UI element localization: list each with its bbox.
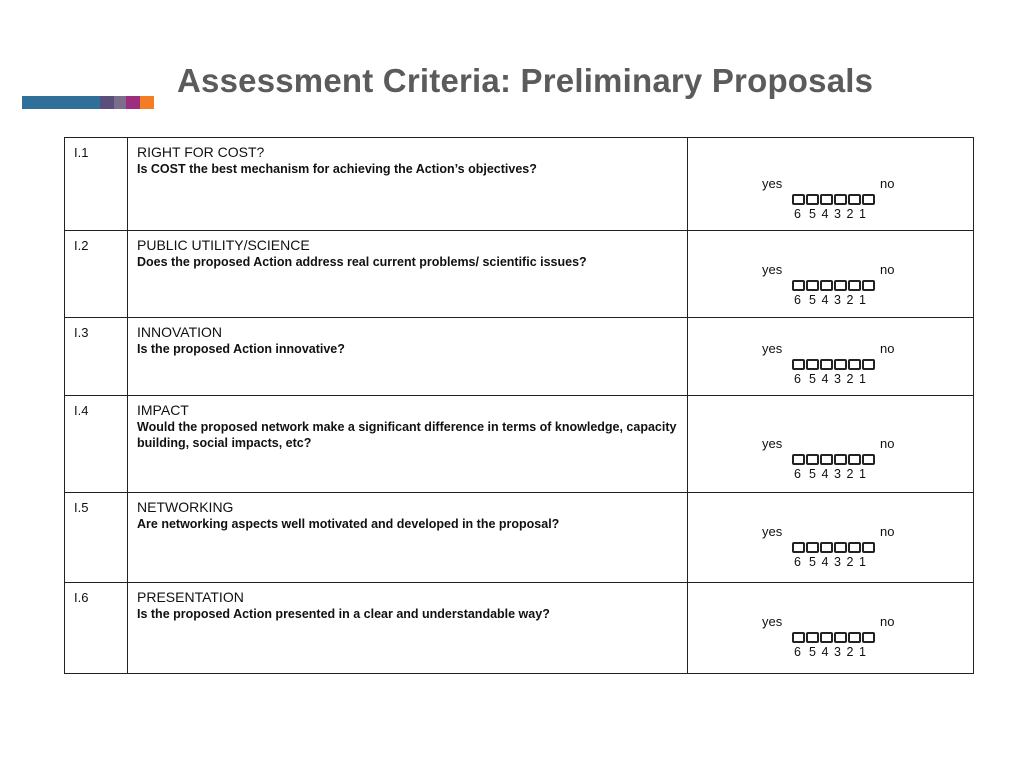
rating-checkbox[interactable]: [834, 542, 847, 553]
criterion-code: I.3: [65, 318, 128, 396]
rating-cell: [688, 493, 974, 583]
rating-checkbox[interactable]: [862, 542, 875, 553]
rating-number: 2: [846, 645, 854, 659]
rating-checkbox[interactable]: [806, 632, 819, 643]
rating-number: 5: [809, 645, 816, 659]
rating-scale: [762, 341, 902, 386]
criterion-question: Are networking aspects well motivated and developed in the proposal?: [137, 517, 560, 531]
yes-label: yes: [762, 614, 783, 629]
rating-number: 5: [809, 207, 816, 221]
rating-number: 6: [794, 207, 801, 221]
rating-number: 3: [834, 645, 841, 659]
rating-numbers: [794, 467, 902, 481]
criterion-title: IMPACT: [137, 402, 189, 418]
rating-number: 3: [834, 293, 841, 307]
criterion-description: [128, 396, 688, 493]
criterion-description: [128, 318, 688, 396]
rating-number: 2: [846, 467, 854, 481]
rating-checkbox[interactable]: [848, 454, 861, 465]
rating-checkbox[interactable]: [862, 454, 875, 465]
criterion-description: [128, 493, 688, 583]
rating-number: 6: [794, 467, 801, 481]
rating-number: 6: [794, 555, 801, 569]
rating-checkbox[interactable]: [834, 359, 847, 370]
rating-number: 1: [859, 645, 866, 659]
criterion-question: Does the proposed Action address real current problems/ scientific issues?: [137, 255, 587, 269]
rating-number: 5: [809, 555, 816, 569]
criterion-description: [128, 138, 688, 231]
no-label: no: [880, 524, 895, 539]
rating-number: 5: [809, 467, 816, 481]
rating-number: 2: [846, 372, 854, 386]
rating-checkbox[interactable]: [792, 194, 805, 205]
rating-number: 1: [859, 207, 866, 221]
rating-number: 6: [794, 645, 801, 659]
criteria-row: [65, 583, 974, 674]
criteria-row: [65, 493, 974, 583]
no-label: no: [880, 614, 895, 629]
rating-checkbox[interactable]: [834, 632, 847, 643]
criterion-title: RIGHT FOR COST?: [137, 144, 265, 160]
criterion-question: Is the proposed Action presented in a clear and understandable way?: [137, 607, 550, 621]
rating-numbers: [794, 372, 902, 386]
criterion-title: PRESENTATION: [137, 589, 244, 605]
rating-checkboxes: [792, 280, 902, 290]
criteria-row: [65, 318, 974, 396]
rating-number: 1: [859, 467, 866, 481]
no-label: no: [880, 436, 895, 451]
yes-label: yes: [762, 524, 783, 539]
rating-number: 3: [834, 207, 841, 221]
criterion-title: INNOVATION: [137, 324, 223, 340]
rating-number: 2: [846, 555, 854, 569]
rating-checkbox[interactable]: [848, 542, 861, 553]
rating-checkbox[interactable]: [806, 359, 819, 370]
rating-number: 6: [794, 293, 801, 307]
rating-checkbox[interactable]: [862, 194, 875, 205]
criteria-row: [65, 231, 974, 318]
rating-number: 5: [809, 372, 816, 386]
criterion-code: I.6: [65, 583, 128, 674]
rating-numbers: [794, 555, 902, 569]
rating-checkbox[interactable]: [848, 194, 861, 205]
rating-checkbox[interactable]: [862, 280, 875, 291]
rating-checkbox[interactable]: [820, 454, 833, 465]
criterion-question: Would the proposed network make a significant difference in terms of knowledge, capacity building, social impacts, etc?: [137, 420, 677, 450]
rating-number: 1: [859, 293, 866, 307]
criteria-table: [64, 137, 974, 674]
rating-number: 3: [834, 467, 841, 481]
criterion-code: I.1: [65, 138, 128, 231]
accent-bar-magenta: [126, 96, 140, 109]
rating-number: 4: [821, 645, 829, 659]
rating-number: 6: [794, 372, 801, 386]
rating-number: 4: [821, 467, 829, 481]
accent-bar-blue: [22, 96, 100, 109]
rating-scale: [762, 262, 902, 307]
rating-checkbox[interactable]: [792, 359, 805, 370]
criterion-question: Is COST the best mechanism for achieving the Action’s objectives?: [137, 162, 537, 176]
rating-checkbox[interactable]: [848, 280, 861, 291]
rating-checkbox[interactable]: [820, 359, 833, 370]
rating-checkboxes: [792, 542, 902, 552]
rating-checkbox[interactable]: [820, 632, 833, 643]
criterion-code: I.2: [65, 231, 128, 318]
rating-number: 2: [846, 207, 854, 221]
rating-checkbox[interactable]: [862, 632, 875, 643]
rating-cell: [688, 396, 974, 493]
rating-checkbox[interactable]: [806, 454, 819, 465]
rating-number: 2: [846, 293, 854, 307]
rating-checkbox[interactable]: [834, 194, 847, 205]
rating-checkbox[interactable]: [806, 280, 819, 291]
criterion-question: Is the proposed Action innovative?: [137, 342, 345, 356]
criterion-description: [128, 231, 688, 318]
rating-checkbox[interactable]: [792, 542, 805, 553]
accent-bar-purple: [100, 96, 114, 109]
no-label: no: [880, 341, 895, 356]
criterion-title: PUBLIC UTILITY/SCIENCE: [137, 237, 310, 253]
criterion-description: [128, 583, 688, 674]
yes-label: yes: [762, 341, 783, 356]
rating-numbers: [794, 207, 902, 221]
rating-checkbox[interactable]: [806, 542, 819, 553]
yes-label: yes: [762, 262, 783, 277]
no-label: no: [880, 262, 895, 277]
accent-bar-orange: [140, 96, 154, 109]
rating-checkbox[interactable]: [834, 454, 847, 465]
rating-checkbox[interactable]: [806, 194, 819, 205]
rating-checkbox[interactable]: [820, 194, 833, 205]
rating-numbers: [794, 645, 902, 659]
yes-label: yes: [762, 176, 783, 191]
rating-number: 4: [821, 293, 829, 307]
criteria-row: [65, 138, 974, 231]
rating-number: 5: [809, 293, 816, 307]
rating-scale: [762, 524, 902, 569]
rating-checkbox[interactable]: [792, 454, 805, 465]
no-label: no: [880, 176, 895, 191]
rating-checkbox[interactable]: [820, 542, 833, 553]
rating-cell: [688, 583, 974, 674]
rating-numbers: [794, 293, 902, 307]
rating-number: 3: [834, 372, 841, 386]
rating-number: 4: [821, 555, 829, 569]
rating-scale: [762, 176, 902, 221]
rating-cell: [688, 138, 974, 231]
rating-scale: [762, 614, 902, 659]
rating-cell: [688, 318, 974, 396]
rating-checkboxes: [792, 632, 902, 642]
rating-checkbox[interactable]: [862, 359, 875, 370]
criterion-code: I.5: [65, 493, 128, 583]
rating-checkboxes: [792, 454, 902, 464]
rating-checkbox[interactable]: [848, 632, 861, 643]
rating-number: 4: [821, 372, 829, 386]
yes-label: yes: [762, 436, 783, 451]
rating-checkboxes: [792, 359, 902, 369]
rating-number: 3: [834, 555, 841, 569]
rating-checkbox[interactable]: [820, 280, 833, 291]
rating-number: 1: [859, 555, 866, 569]
rating-checkbox[interactable]: [834, 280, 847, 291]
rating-number: 1: [859, 372, 866, 386]
accent-bar-grey: [114, 96, 126, 109]
rating-scale: [762, 436, 902, 481]
rating-number: 4: [821, 207, 829, 221]
rating-cell: [688, 231, 974, 318]
rating-checkbox[interactable]: [792, 632, 805, 643]
rating-checkboxes: [792, 194, 902, 204]
criterion-code: I.4: [65, 396, 128, 493]
page-title: Assessment Criteria: Preliminary Proposals: [177, 62, 874, 99]
criterion-title: NETWORKING: [137, 499, 234, 515]
rating-checkbox[interactable]: [848, 359, 861, 370]
criteria-row: [65, 396, 974, 493]
rating-checkbox[interactable]: [792, 280, 805, 291]
